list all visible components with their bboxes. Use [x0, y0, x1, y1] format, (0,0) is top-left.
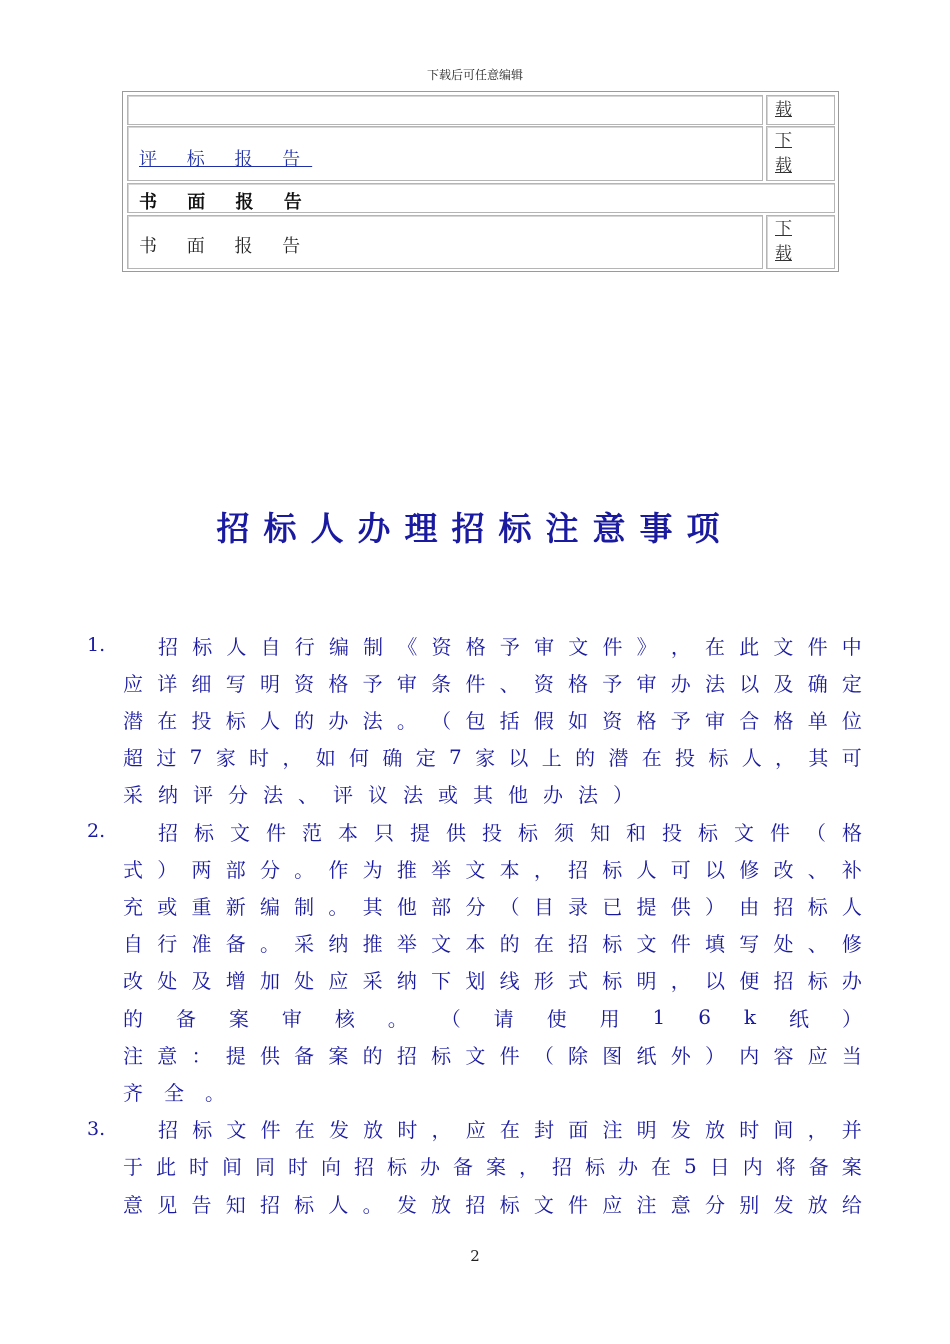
item-text-line: 招 标 人 自 行 编 制 《 资 格 予 审 文 件 》 ， 在 此 文 件 中	[158, 634, 862, 659]
item-text-line: 齐 全 。	[123, 1080, 225, 1105]
item-text-line: 超 过 7 家 时 ， 如 何 确 定 7 家 以 上 的 潜 在 投 标 人 ， 其 可	[123, 744, 862, 771]
download-link[interactable]: 载	[775, 100, 792, 120]
item-number: 3.	[87, 1117, 106, 1140]
item-text-line: 自 行 准 备 。 采 纳 推 举 文 本 的 在 招 标 文 件 填 写 处 、 修	[123, 932, 862, 957]
item-text-line: 潜 在 投 标 人 的 办 法 。 （ 包 括 假 如 资 格 予 审 合 格 单 位	[123, 708, 862, 733]
item-text-line: 改 处 及 增 加 处 应 采 纳 下 划 线 形 式 标 明 ， 以 便 招 标 办	[123, 969, 862, 994]
page-title: 招标人办理招标注意事项	[216, 509, 734, 548]
page-number: 2	[470, 1247, 480, 1265]
download-cell	[766, 215, 835, 269]
attachment-table	[122, 91, 839, 272]
table-section-heading	[127, 183, 835, 213]
written-report-label: 书 面 报 告	[139, 236, 313, 257]
table-cell-empty	[127, 95, 763, 125]
table-cell-written-report	[127, 215, 763, 269]
item-number: 2.	[87, 820, 106, 842]
download-cell	[766, 95, 835, 125]
item-text-line: 招 标 文 件 在 发 放 时 ， 应 在 封 面 注 明 发 放 时 间 ， 并	[158, 1118, 862, 1143]
download-link[interactable]: 下	[775, 219, 792, 239]
item-text-line: 招 标 文 件 范 本 只 提 供 投 标 须 知 和 投 标 文 件 （ 格	[158, 820, 862, 845]
item-text-line: 的 备 案 审 核 。 （ 请 使 用 1 6 k 纸 ）	[123, 1005, 862, 1031]
written-report-heading: 书 面 报 告	[139, 192, 314, 213]
download-cell	[766, 126, 835, 181]
item-number: 1.	[87, 634, 106, 656]
item-text-line: 充 或 重 新 编 制 。 其 他 部 分 （ 目 录 已 提 供 ） 由 招 标 人	[123, 894, 862, 919]
download-link[interactable]: 载	[775, 156, 792, 176]
evaluation-report-link[interactable]: 评 标 报 告	[139, 149, 313, 170]
download-link[interactable]: 载	[775, 244, 792, 264]
item-text-line: 式 ） 两 部 分 。 作 为 推 举 文 本 ， 招 标 人 可 以 修 改 、 补	[123, 857, 862, 882]
item-text-line: 注 意 ： 提 供 备 案 的 招 标 文 件 （ 除 图 纸 外 ） 内 容 应 当	[123, 1043, 862, 1068]
item-text-line: 应 详 细 写 明 资 格 予 审 条 件 、 资 格 予 审 办 法 以 及 确 定	[123, 671, 862, 696]
item-text-line: 于 此 时 间 同 时 向 招 标 办 备 案 ， 招 标 办 在 5 日 内 将 备 案	[123, 1153, 862, 1180]
item-text-line: 意 见 告 知 招 标 人 。 发 放 招 标 文 件 应 注 意 分 别 发 放 给	[123, 1192, 862, 1217]
header-note: 下载后可任意编辑	[426, 68, 523, 82]
download-link[interactable]: 下	[775, 131, 792, 151]
table-cell-evaluation-report	[127, 126, 763, 181]
item-text-line: 采 纳 评 分 法 、 评 议 法 或 其 他 办 法 ）	[123, 783, 633, 808]
